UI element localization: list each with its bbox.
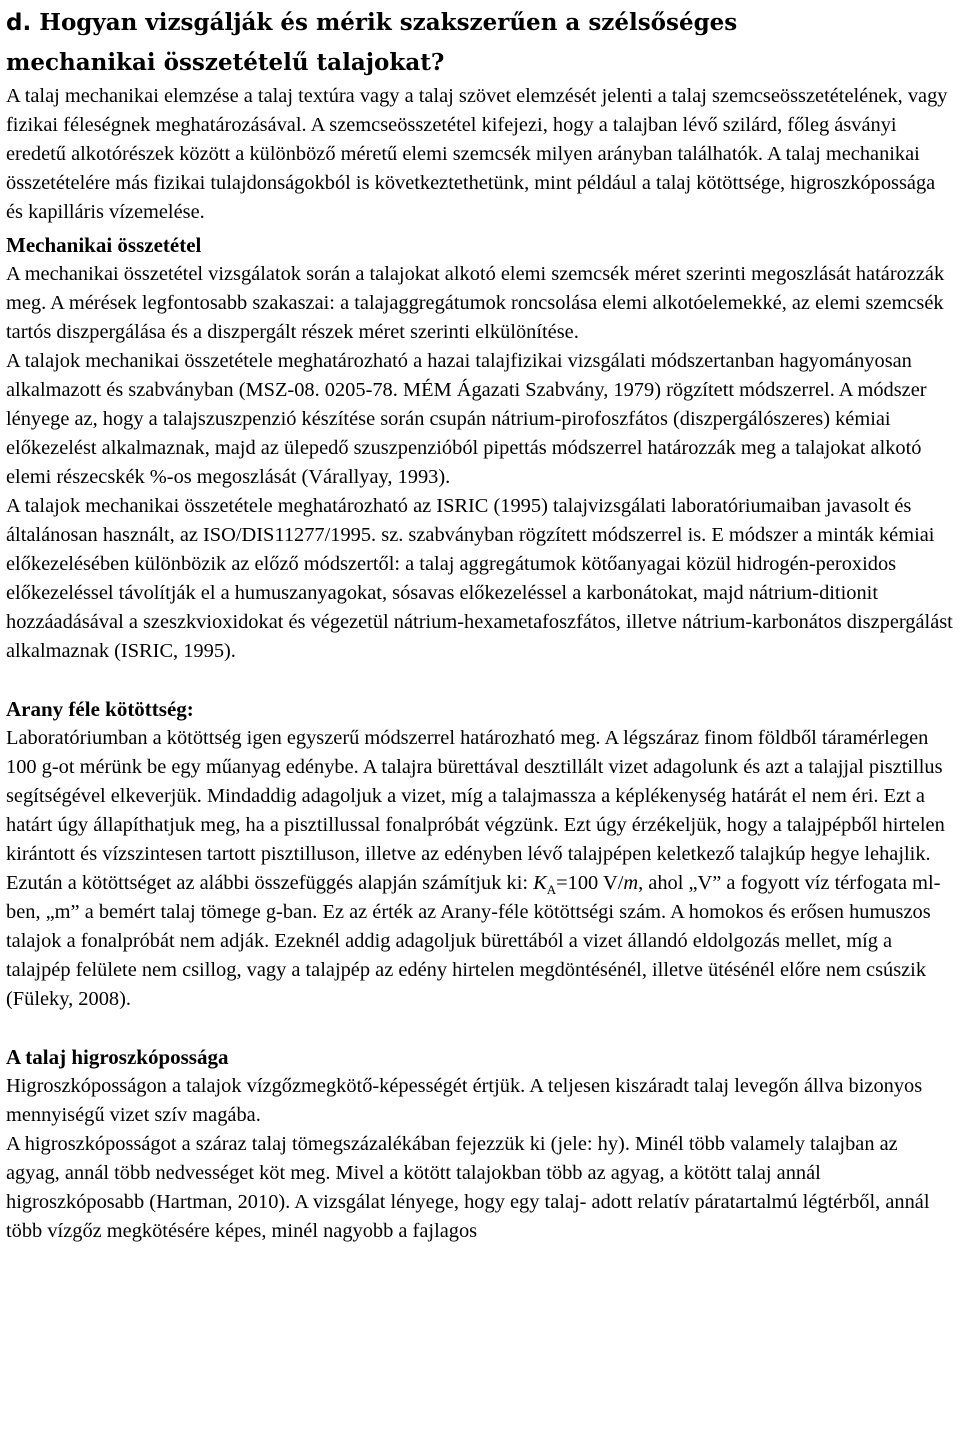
mechanical-paragraph-3: A talajok mechanikai összetétele meghatározható az ISRIC (1995) talajvizsgálati laboratóriumaiban javasolt és általánosan használt, az ISO/DIS11277/1995. sz. szabványban rögzített módszerrel is. E módszer a minták kémiai előkezelésében különbözik az előző módszertől: a talaj aggregátumok kötőanyagai közül hidrogén-peroxidos előkezeléssel távolítják el a humuszanyagokat, sósavas előkezeléssel a karbonátokat, majd nátrium-ditionit hozzáadásával a szeszkvioxidokat és végezetül nátrium-hexametafoszfátos, illetve nátrium-karbonátos diszpergálást alkalmaznak (ISRIC, 1995). (6, 495, 953, 662)
arany-paragraph (6, 724, 956, 1014)
intro-paragraph: A talaj mechanikai elemzése a talaj textúra vagy a talaj szövet elemzését jelenti a talaj szemcseösszetételének, vagy fizikai féleségnek meghatározásával. A szemcseösszetétel kifejezi, hogy a talajban lévő szilárd, főleg ásványi eredetű alkotórészek között a különböző méretű elemi szemcsék milyen arányban találhatók. A talaj mechanikai összetételére más fizikai tulajdonságokból is következtethetünk, mint például a talaj kötöttsége, higroszkópossága és kapilláris vízemelése. (6, 85, 948, 223)
arany-text-before-formula: Laboratóriumban a kötöttség igen egyszerű módszerrel határozható meg. A légszáraz finom földből táramérlegen 100 g-ot mérünk be egy műanyag edénybe. A talajra bürettával desztillált vizet adagolunk és azt a talajjal pisztillus segítségével elkeverjük. Mindaddig adagoljuk a vizet, míg a talajmassza a képlékenység határát el nem éri. Ezt a határt úgy állapíthatjuk meg, ha a pisztillussal fonalpróbát végzünk. Ezt úgy érzékeljük, hogy a talajpépből hirtelen kirántott és vízszintesen tartott pisztilluson, illetve az edényben lévő talajpépen keletkező talajkúp hegye lehajlik. Ezután a kötöttséget az alábbi összefüggés alapján számítjuk ki: (6, 727, 945, 894)
page-title (6, 0, 956, 82)
title-line-1: Hogyan vizsgálják és mérik szakszerűen a szélsőséges (39, 9, 738, 36)
mechanical-paragraph-2: A talajok mechanikai összetétele meghatározható a hazai talajfizikai vizsgálati módszertanban hagyományosan alkalmazott és szabványban (MSZ-08. 0205-78. MÉM Ágazati Szabvány, 1979) rögzített módszerrel. A módszer lényege az, hogy a talajszuszpenzió készítése során csupán nátrium-pirofoszfátos (diszpergálószeres) kémiai előkezelést alkalmaznak, majd az ülepedő szuszpenzióból pipettás módszerrel határozzák meg a talajokat alkotó elemi részecskék %-os megoszlását (Várallyay, 1993). (6, 350, 927, 488)
title-line-2: mechanikai összetételű talajokat? (6, 49, 445, 76)
arany-text-after-formula: ahol „V” a fogyott víz térfogata ml-ben, „m” a bemért talaj tömege g-ban. Ez az érték az Arany-féle kötöttségi szám. A homokos és erősen humuszos talajok a fonalpróbát nem adják. Ezeknél addig adagoljuk bürettából a vizet állandó eldolgozás mellet, míg a talajpép felülete nem csillog, vagy a talajpép az edény hirtelen megdöntésénél, illetve ütésénél előre nem csúszik (Füleky, 2008). (6, 872, 941, 1010)
formula-mass: m, (623, 872, 644, 894)
hygroscopicity-heading: A talaj higroszkópossága (6, 1045, 229, 1069)
formula-symbol: K (533, 872, 547, 894)
arany-binding-heading: Arany féle kötöttség: (6, 697, 194, 721)
spacer (6, 666, 956, 695)
title-prefix: d. (6, 10, 40, 36)
mechanical-composition-heading: Mechanikai összetétel (6, 233, 202, 257)
spacer (6, 1014, 956, 1043)
hygroscopicity-paragraph-2: A higroszkóposságot a száraz talaj tömegszázalékában fejezzük ki (jele: hy). Minél több valamely talajban az agyag, annál több nedvességet köt meg. Mivel a kötött talajokban több az agyag, a kötött talaj annál higroszkóposabb (Hartman, 2010). A vizsgálat lényege, hogy egy talaj- adott relatív páratartalmú légtérből, annál több vízgőz megkötésére képes, minél nagyobb a fajlagos (6, 1133, 930, 1242)
formula-rest: =100 V/ (556, 872, 624, 894)
document-page (6, 0, 956, 1246)
formula-subscript: A (546, 882, 557, 898)
hygroscopicity-paragraph-1: Higroszkóposságon a talajok vízgőzmegkötő-képességét értjük. A teljesen kiszáradt talaj levegőn állva bizonyos mennyiségű vizet szív magába. (6, 1075, 923, 1126)
mechanical-paragraph-1: A mechanikai összetétel vizsgálatok során a talajokat alkotó elemi szemcsék méret szerinti megoszlását határozzák meg. A mérések legfontosabb szakaszai: a talajaggregátumok roncsolása elemi alkotóelemekké, az elemi szemcsék tartós diszpergálása és a diszpergált részek méret szerinti elkülönítése. (6, 263, 945, 343)
